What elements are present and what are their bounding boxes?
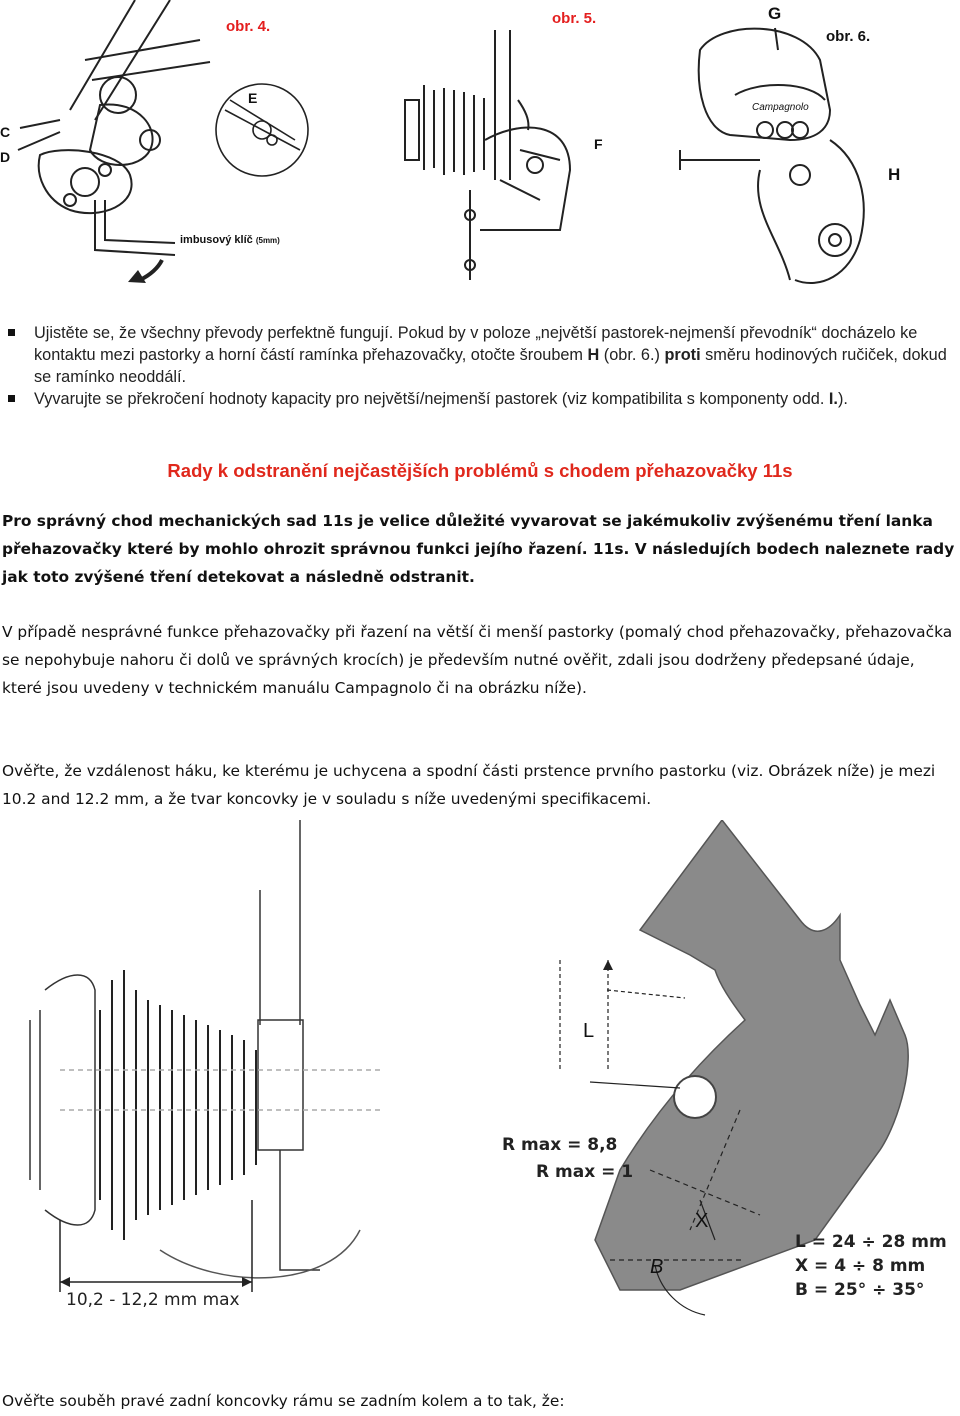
bullet-1-bold-b: proti — [664, 346, 701, 364]
spec-l: L = 24 ÷ 28 mm — [795, 1232, 947, 1252]
label-d: D — [0, 149, 11, 165]
label-b: B — [650, 1256, 664, 1278]
gap-dimension-label: 10,2 - 12,2 mm max — [66, 1290, 240, 1310]
allen-key-size: (5mm) — [255, 236, 280, 245]
paragraph-1: V případě nesprávné funkce přehazovačky při řazení na větší či menší pastorky (pomalý chod přehazovačky, přehazovačka se nepohybuje nahoru či dolů ve správných krocích) je především nutné ověřit, zdali jsou dodrženy předepsané údaje, které jsou uvedeny v technickém manuálu Campagnolo či na obrázku níže). — [2, 623, 953, 697]
bullet-item-2 — [0, 388, 960, 410]
bullet-1-bold-a: H — [587, 346, 600, 364]
section-heading: Rady k odstranění nejčastějších problémů s chodem přehazovačky 11s — [167, 460, 793, 481]
label-f: F — [594, 136, 603, 152]
paragraph-2: Ověřte, že vzdálenost háku, ke kterému je uchycena a spodní části prstence prvního pastorku (viz. Obrázek níže) je mezi 10.2 and 12.2 mm, a že tvar koncovky je v souladu s níže uvedenými specifikacemi. — [2, 762, 936, 808]
closing-line: Ověřte souběh pravé zadní koncovky rámu se zadním kolem a to tak, že: — [2, 1392, 565, 1410]
fig4-label: obr. 4. — [226, 18, 271, 35]
figure-row — [0, 0, 960, 300]
intro-paragraph: Pro správný chod mechanických sad 11s je velice důležité vyvarovat se jakémukoliv zvýšenému tření lanka přehazovačky které by mohlo ohrozit správnou funkci jejího řazení. 11s. V následujích bodech naleznete rady jak toto zvýšené tření detekovat a následně odstranit. — [2, 512, 955, 586]
spec-x: X = 4 ÷ 8 mm — [795, 1256, 926, 1276]
bullet-1-text-c: směru hodinových ručiček, dokud se ramínko neoddálí. — [34, 346, 947, 386]
bullet-1-text-a: Ujistěte se, že všechny převody perfektně fungují. Pokud by v poloze „největší pastorek-nejmenší převodník“ docházelo ke kontaktu mezi pastorky a horní částí ramínka přehazovačky, otočte šroubem — [34, 324, 918, 364]
label-l: L — [583, 1020, 595, 1042]
bullet-square-icon — [8, 329, 15, 336]
fig5-label: obr. 5. — [552, 10, 597, 27]
derailleur-figures-illustration — [0, 0, 960, 300]
bullet-square-icon — [8, 395, 15, 402]
allen-key-label — [180, 234, 280, 246]
bullet-item-1 — [0, 322, 960, 388]
bullet-2-bold-a: I. — [828, 390, 838, 408]
fig6-label: obr. 6. — [826, 28, 871, 45]
bullet-2-text-a: Vyvarujte se překročení hodnoty kapacity pro největší/nejmenší pastorek (viz kompatibilita s komponenty odd. — [34, 390, 829, 408]
dropout-diagram — [0, 820, 960, 1380]
label-e: E — [248, 90, 258, 106]
label-g: G — [768, 4, 782, 23]
r-max-small-label: R max = 1 — [536, 1162, 634, 1182]
label-h: H — [888, 165, 901, 184]
bullet-list — [0, 322, 960, 410]
label-x: X — [695, 1210, 709, 1232]
allen-key-text: imbusový klíč — [180, 234, 253, 246]
r-max-large-label: R max = 8,8 — [502, 1135, 618, 1155]
bullet-1-text-b: (obr. 6.) — [599, 346, 665, 364]
spec-b: B = 25° ÷ 35° — [795, 1280, 925, 1300]
bullet-2-text-b: ). — [837, 390, 848, 408]
brand-label: Campagnolo — [752, 102, 809, 113]
label-c: C — [0, 124, 11, 140]
